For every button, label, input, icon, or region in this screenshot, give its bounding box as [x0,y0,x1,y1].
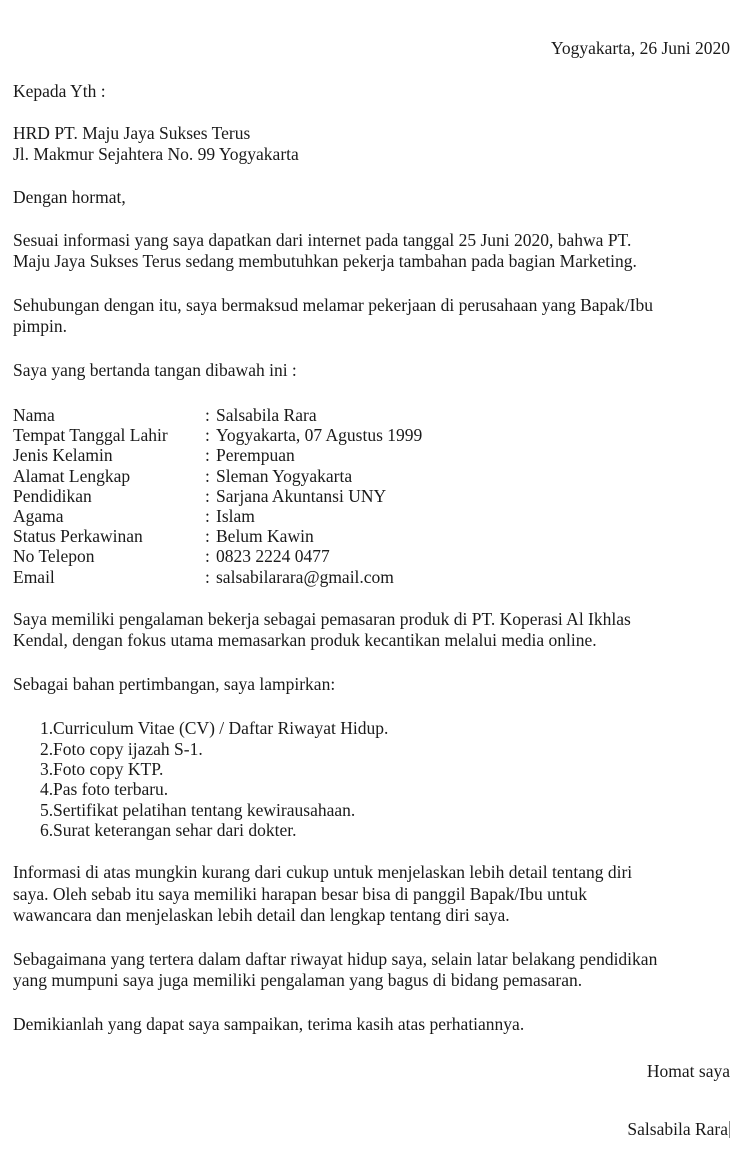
personal-data-rows [13,405,422,587]
intro-paragraph [13,230,730,273]
data-value: Sleman Yogyakarta [216,465,353,486]
table-row [13,506,422,526]
list-item-number: 3. [40,758,54,779]
data-value: Belum Kawin [216,526,314,547]
table-row [13,526,422,546]
list-item-label: Curriculum Vitae (CV) / Daftar Riwayat Hidup. [53,718,389,739]
recipient-line-2: Jl. Makmur Sejahtera No. 99 Yogyakarta [13,144,299,164]
closing-3-line-1: Demikianlah yang dapat saya sampaikan, terima kasih atas perhatiannya. [13,1013,525,1034]
data-label: Tempat Tanggal Lahir [13,425,168,446]
closing-1-line-1: Informasi di atas mungkin kurang dari cukup untuk menjelaskan lebih detail tentang diri [13,862,633,883]
list-item-label: Pas foto terbaru. [53,779,169,800]
data-value: Sarjana Akuntansi UNY [216,485,387,506]
table-row [13,445,422,465]
recipient-address [13,123,730,165]
list-item-number: 4. [40,779,54,800]
closing-1-line-3: wawancara dan menjelaskan lebih detail dan lengkap tentang diri saya. [13,905,510,926]
intro-line-2: Maju Jaya Sukses Terus sedang membutuhkan pekerja tambahan pada bagian Marketing. [13,251,637,271]
closing-paragraph-3 [13,1014,730,1036]
data-separator: : [205,425,210,446]
salutation-to: Kepada Yth : [13,80,106,101]
data-separator: : [205,566,210,587]
data-separator: : [205,405,210,425]
list-item [13,779,730,799]
list-item-number: 1. [40,718,54,739]
data-separator: : [205,546,210,567]
intro-line-1: Sesuai informasi yang saya dapatkan dari internet pada tanggal 25 Juni 2020, bahwa PT. [13,229,632,250]
data-separator: : [205,445,210,466]
list-item [13,739,730,759]
purpose-line-2: pimpin. [13,316,67,336]
personal-data-table [13,405,422,587]
data-label: Agama [13,506,64,527]
list-item [13,820,730,840]
closing-paragraph-1 [13,862,730,927]
purpose-paragraph [13,295,730,338]
closing-2-line-1: Sebagaimana yang tertera dalam daftar riwayat hidup saya, selain latar belakang pendidikan [13,948,658,969]
closing-1-line-2: saya. Oleh sebab itu saya memiliki harapan besar bisa di panggil Bapak/Ibu untuk [13,883,587,904]
table-row [13,425,422,445]
greeting: Dengan hormat, [13,187,126,207]
data-label: Nama [13,405,55,425]
list-item-number: 5. [40,799,54,820]
data-value: Salsabila Rara [216,405,317,425]
experience-paragraph [13,609,730,652]
closing-paragraph-2 [13,949,730,992]
recipient-line-1: HRD PT. Maju Jaya Sukses Terus [13,123,251,143]
table-row [13,486,422,506]
attachments-intro: Sebagai bahan pertimbangan, saya lampirkan: [13,673,336,694]
data-label: Status Perkawinan [13,526,143,547]
data-label: Jenis Kelamin [13,445,113,466]
date-line: Yogyakarta, 26 Juni 2020 [550,38,730,58]
list-item-number: 2. [40,738,54,759]
purpose-line-1: Sehubungan dengan itu, saya bermaksud melamar pekerjaan di perusahaan yang Bapak/Ibu [13,294,653,315]
closing-2-line-2: yang mumpuni saya juga memiliki pengalaman yang bagus di bidang pemasaran. [13,970,583,991]
data-label: Alamat Lengkap [13,465,131,486]
list-item-label: Foto copy ijazah S-1. [53,738,203,759]
list-item [13,800,730,820]
data-label: Email [13,566,55,587]
data-label: Pendidikan [13,485,92,506]
experience-line-2: Kendal, dengan fokus utama memasarkan produk kecantikan melalui media online. [13,630,597,651]
table-row [13,466,422,486]
letter-page [0,38,743,1164]
data-value: Yogyakarta, 07 Agustus 1999 [216,425,423,446]
data-separator: : [205,485,210,506]
list-item-label: Sertifikat pelatihan tentang kewirausahaan. [53,799,356,820]
table-row [13,567,422,587]
sign-off: Homat saya [646,1061,730,1082]
data-value: Islam [216,506,255,527]
data-separator: : [205,526,210,547]
text-cursor [729,1121,730,1138]
data-value: salsabilarara@gmail.com [216,566,394,587]
list-item-label: Surat keterangan sehar dari dokter. [53,819,297,840]
experience-line-1: Saya memiliki pengalaman bekerja sebagai pemasaran produk di PT. Koperasi Al Ikhlas [13,608,631,629]
list-item [13,718,730,738]
data-separator: : [205,506,210,527]
list-item-label: Foto copy KTP. [53,758,164,779]
signature-block [13,1119,730,1140]
data-separator: : [205,465,210,486]
list-item [13,759,730,779]
data-label: No Telepon [13,546,95,567]
data-value: 0823 2224 0477 [216,546,330,567]
table-row [13,546,422,566]
signer-name: Salsabila Rara [627,1118,728,1139]
attachments-list [13,718,730,840]
personal-data-intro: Saya yang bertanda tangan dibawah ini : [13,359,297,380]
data-value: Perempuan [216,445,295,466]
list-item-number: 6. [40,819,54,840]
table-row [13,405,422,425]
